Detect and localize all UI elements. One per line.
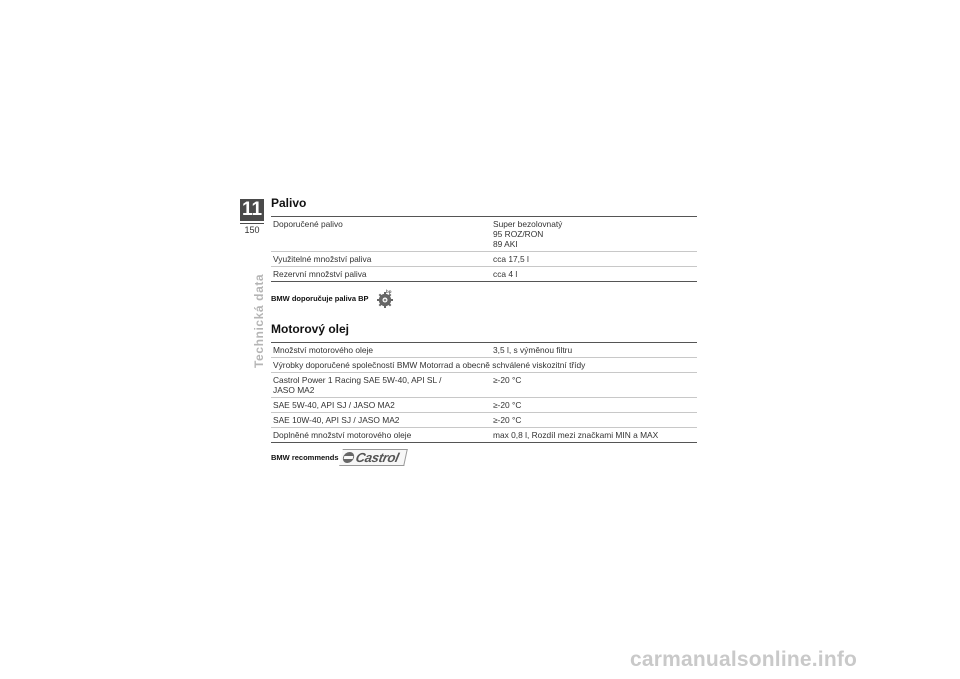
- table-cell-label: Množství motorového oleje: [273, 345, 374, 355]
- table-row: [271, 267, 697, 282]
- label-line: JASO MA2: [273, 385, 315, 395]
- table-cell-label: Využitelné množství paliva: [271, 252, 491, 267]
- table-row: [271, 252, 697, 267]
- fuel-recommendation-text: BMW doporučuje paliva BP: [271, 293, 369, 303]
- table-cell-value: ≥-20 °C: [491, 413, 697, 428]
- oil-table: [271, 342, 697, 443]
- oil-recommendation: [271, 449, 697, 466]
- value-line: 89 AKI: [493, 239, 518, 249]
- castrol-logo-text: Castrol: [353, 450, 400, 465]
- value-line: Super bezolovnatý: [493, 219, 563, 229]
- table-row: [271, 358, 697, 373]
- table-cell-label: SAE 5W-40, API SJ / JASO MA2: [271, 398, 491, 413]
- castrol-logo-icon: [339, 449, 407, 466]
- castrol-mark-icon: [341, 452, 354, 463]
- table-row: [271, 217, 697, 252]
- table-row: [271, 373, 697, 398]
- table-row: [271, 413, 697, 428]
- watermark: carmanualsonline.info: [630, 648, 858, 671]
- table-cell-value: cca 17,5 l: [491, 252, 697, 267]
- fuel-recommendation: [271, 288, 697, 308]
- oil-recommendation-text: BMW recommends: [271, 453, 339, 462]
- table-cell-value: cca 4 l: [491, 267, 697, 282]
- label-line: Castrol Power 1 Racing SAE 5W-40, API SL /: [273, 375, 442, 385]
- table-row: [271, 398, 697, 413]
- bp-logo-icon: [377, 288, 393, 308]
- page-content: [271, 196, 697, 466]
- table-cell-label: [271, 373, 491, 398]
- table-cell-label: Doporučené palivo: [273, 219, 343, 229]
- table-cell-label: Rezervní množství paliva: [271, 267, 491, 282]
- fuel-table: [271, 216, 697, 282]
- svg-text:bp: bp: [385, 289, 392, 294]
- value-line: 95 ROZ/RON: [493, 229, 544, 239]
- chapter-divider: [240, 223, 264, 224]
- chapter-title: Technická data: [252, 273, 266, 368]
- table-cell-label: Doplněné množství motorového oleje: [271, 428, 491, 443]
- table-cell-value: max 0,8 l, Rozdíl mezi značkami MIN a MAX: [491, 428, 697, 443]
- table-cell-value: [491, 217, 697, 252]
- page-number: 150: [244, 225, 260, 235]
- table-cell-value: ≥-20 °C: [491, 373, 697, 398]
- fuel-heading: Palivo: [271, 196, 307, 210]
- table-row: [271, 343, 697, 358]
- oil-heading: Motorový olej: [271, 322, 350, 336]
- table-cell-span: Výrobky doporučené společností BMW Motorrad a obecně schválené viskozitní třídy: [271, 358, 697, 373]
- table-cell-label: SAE 10W-40, API SJ / JASO MA2: [271, 413, 491, 428]
- table-cell-value: ≥-20 °C: [491, 398, 697, 413]
- table-row: [271, 428, 697, 443]
- chapter-number: 11: [241, 199, 263, 220]
- table-cell-value: 3,5 l, s výměnou filtru: [493, 345, 573, 355]
